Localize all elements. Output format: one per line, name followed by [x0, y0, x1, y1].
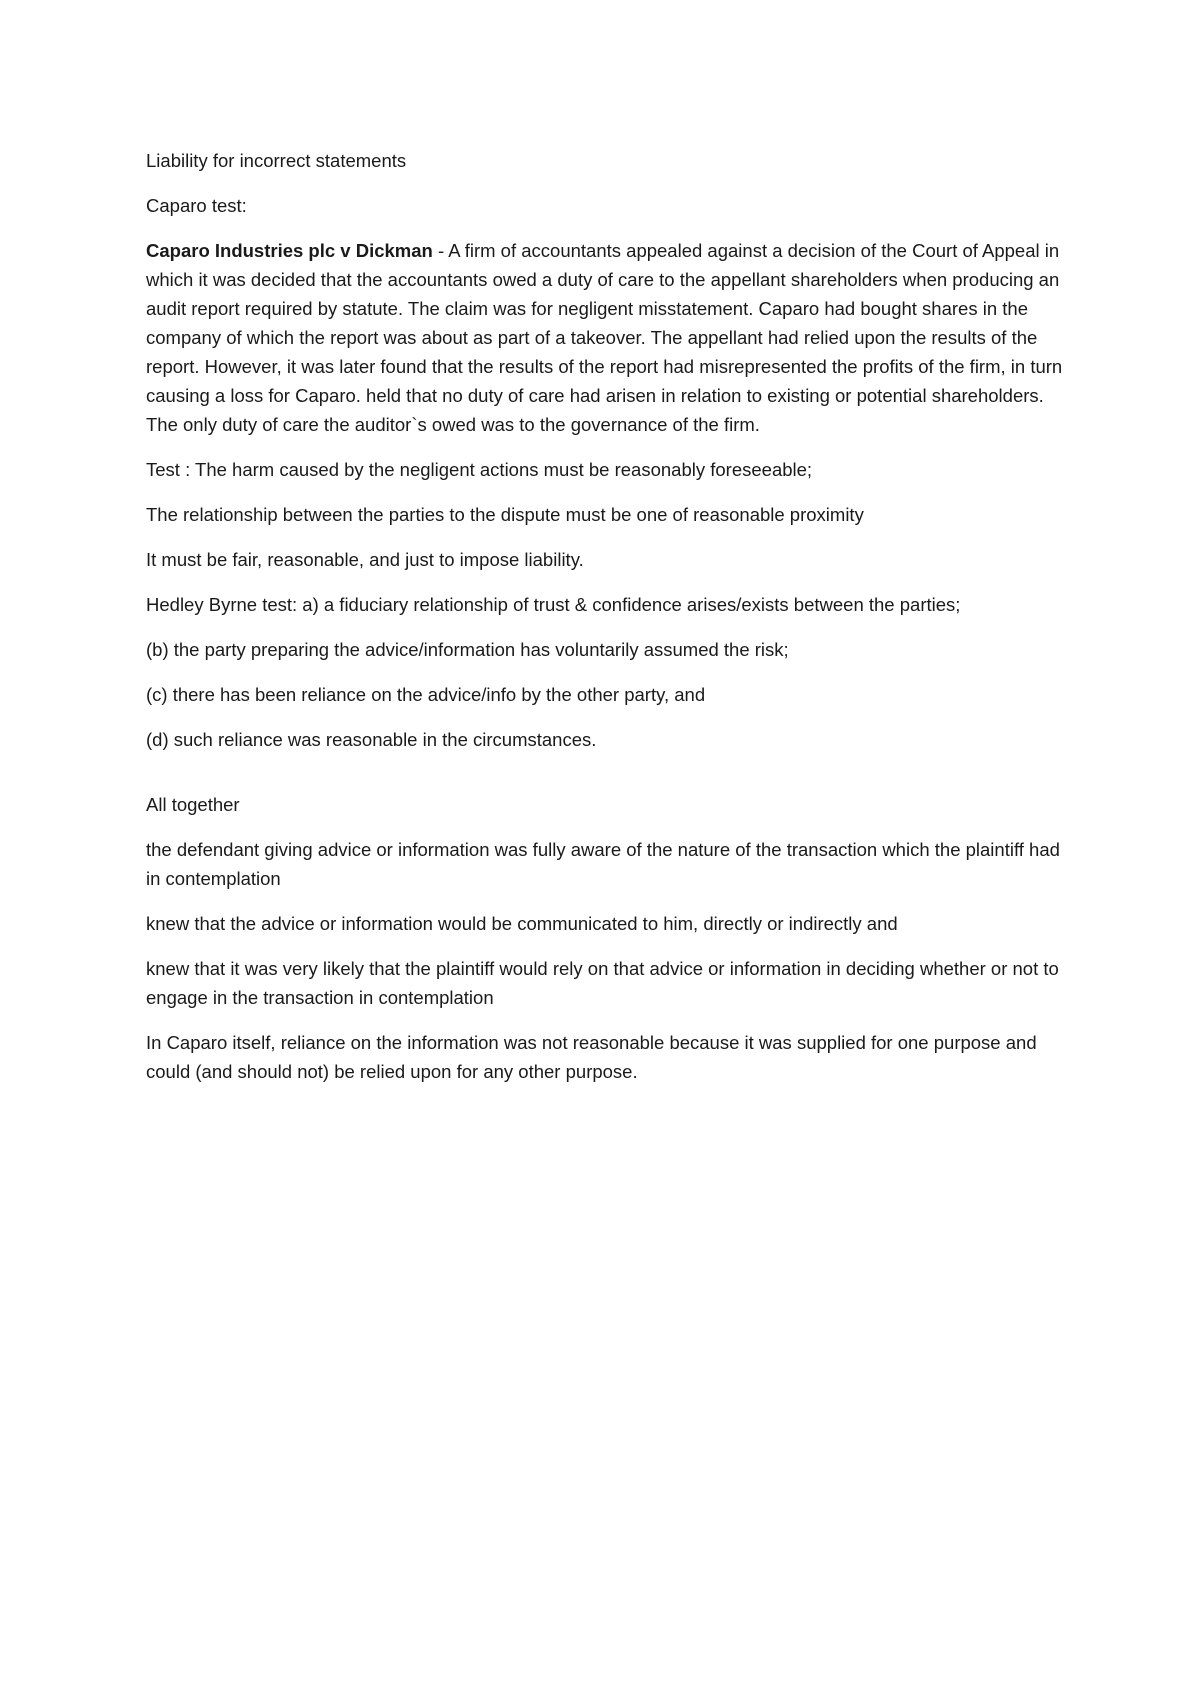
all-together-item: the defendant giving advice or information was fully aware of the nature of the transaction which the plaintiff had in contemplation [146, 839, 1060, 889]
case-paragraph [146, 236, 1066, 439]
all-together-title: All together [146, 794, 240, 815]
document-body [146, 146, 1066, 1102]
document-heading: Liability for incorrect statements [146, 150, 407, 171]
all-together-item: knew that the advice or information would be communicated to him, directly or indirectly and [146, 913, 898, 934]
hedley-byrne-a: Hedley Byrne test: a) a fiduciary relationship of trust & confidence arises/exists between the parties; [146, 594, 961, 615]
caparo-reliance-conclusion: In Caparo itself, reliance on the information was not reasonable because it was supplied for one purpose and could (and should not) be relied upon for any other purpose. [146, 1032, 1037, 1082]
test-proximity: The relationship between the parties to the dispute must be one of reasonable proximity [146, 504, 864, 525]
caparo-test-subheading: Caparo test: [146, 195, 247, 216]
case-name: Caparo Industries plc v Dickman [146, 240, 433, 261]
all-together-item: knew that it was very likely that the plaintiff would rely on that advice or information in deciding whether or not to engage in the transaction in contemplation [146, 958, 1059, 1008]
hedley-byrne-b: (b) the party preparing the advice/information has voluntarily assumed the risk; [146, 639, 789, 660]
test-foreseeability: Test : The harm caused by the negligent actions must be reasonably foreseeable; [146, 459, 813, 480]
hedley-byrne-c: (c) there has been reliance on the advice/info by the other party, and [146, 684, 706, 705]
test-fair-just-reasonable: It must be fair, reasonable, and just to impose liability. [146, 549, 584, 570]
case-summary: - A firm of accountants appealed against a decision of the Court of Appeal in which it was decided that the accountants owed a duty of care to the appellant shareholders when producing an audit report required by statute. The claim was for negligent misstatement. Caparo had bought shares in the company of which the report was about as part of a takeover. The appellant had relied upon the results of the report. However, it was later found that the results of the report had misrepresented the profits of the firm, in turn causing a loss for Caparo. held that no duty of care had arisen in relation to existing or potential shareholders. The only duty of care the auditor`s owed was to the governance of the firm. [146, 240, 1063, 435]
hedley-byrne-d: (d) such reliance was reasonable in the circumstances. [146, 729, 597, 750]
